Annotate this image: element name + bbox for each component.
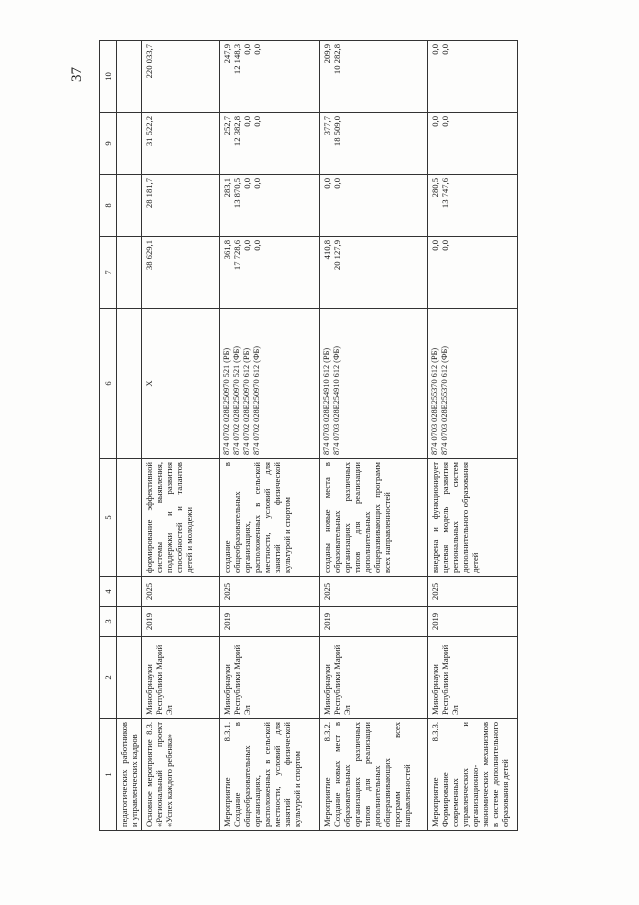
rotated-table-sheet	[65, 43, 575, 853]
column-header-2: 2	[99, 636, 116, 718]
cell-expected-result: создание в общеобразовательных организациях, расположенных в сельской местности, условий для занятий физической культурой и спортом	[219, 458, 319, 576]
column-header-7: 7	[99, 236, 116, 308]
cell-expected-result: внедрена и функционирует целевая модель развития региональных систем дополнительного образования детей	[427, 458, 517, 576]
cell-col7: 0,0 0,0	[427, 236, 517, 308]
cell-col7	[116, 236, 141, 308]
table-row	[427, 40, 517, 830]
cell-col10: 220 033,7	[141, 40, 219, 112]
cell-start-year	[116, 606, 141, 636]
cell-executor: Минобрнауки Республики Марий Эл	[427, 636, 517, 718]
column-header-4: 4	[99, 576, 116, 606]
cell-col10	[116, 40, 141, 112]
cell-end-year: 2025	[319, 576, 427, 606]
cell-col8: 283,1 13 870,5 0,0 0,0	[219, 174, 319, 236]
cell-end-year: 2025	[141, 576, 219, 606]
column-header-6: 6	[99, 308, 116, 458]
cell-activity-name: Мероприятие 8.3.3. Формирование современных управленческих и организационно-экономических механизмов в системе дополнительного образования детей	[427, 718, 517, 830]
cell-start-year: 2019	[141, 606, 219, 636]
cell-start-year: 2019	[319, 606, 427, 636]
column-header-8: 8	[99, 174, 116, 236]
cell-col10: 247,9 12 148,3 0,0 0,0	[219, 40, 319, 112]
cell-budget-code	[116, 308, 141, 458]
table-row	[116, 40, 141, 830]
page-number: 37	[68, 66, 85, 82]
cell-activity-name: Основное мероприятие 8.3. «Региональный проект «Успех каждого ребенка»	[141, 718, 219, 830]
cell-executor: Минобрнауки Республики Марий Эл	[141, 636, 219, 718]
cell-end-year	[116, 576, 141, 606]
cell-col9: 377,7 18 509,0	[319, 112, 427, 174]
table-row	[319, 40, 427, 830]
cell-col7: 410,8 20 127,9	[319, 236, 427, 308]
cell-end-year: 2025	[219, 576, 319, 606]
cell-budget-code: 874 0703 028Е255370 612 (РБ) 874 0703 028Е255370 612 (ФБ)	[427, 308, 517, 458]
cell-executor: Минобрнауки Республики Марий Эл	[219, 636, 319, 718]
cell-col8: 0,0 0,0	[319, 174, 427, 236]
cell-budget-code: X	[141, 308, 219, 458]
cell-col8: 28 181,7	[141, 174, 219, 236]
cell-activity-name: педагогических работников и управленческих кадров	[116, 718, 141, 830]
cell-col8: 280,5 13 747,6	[427, 174, 517, 236]
column-header-9: 9	[99, 112, 116, 174]
cell-col7: 38 629,1	[141, 236, 219, 308]
cell-expected-result	[116, 458, 141, 576]
column-header-10: 10	[99, 40, 116, 112]
cell-col8	[116, 174, 141, 236]
cell-budget-code: 874 0703 028Е254910 612 (РБ) 874 0703 028Е254910 612 (ФБ)	[319, 308, 427, 458]
cell-activity-name: Мероприятие 8.3.2. Создание новых мест в образовательных организациях различных типов для реализации дополнительных общеразвивающих программ всех направленностей	[319, 718, 427, 830]
cell-expected-result: созданы новые места в образовательных организациях различных типов для реализации дополнительных общеразвивающих программ всех направленностей	[319, 458, 427, 576]
cell-activity-name: Мероприятие 8.3.1. Создание в общеобразовательных организациях, расположенных в сельской местности, условий для занятий физической культурой и спортом	[219, 718, 319, 830]
column-header-1: 1	[99, 718, 116, 830]
cell-executor: Минобрнауки Республики Марий Эл	[319, 636, 427, 718]
cell-start-year: 2019	[219, 606, 319, 636]
cell-col7: 361,8 17 728,6 0,0 0,0	[219, 236, 319, 308]
cell-col9: 252,7 12 382,8 0,0 0,0	[219, 112, 319, 174]
cell-col10: 0,0 0,0	[427, 40, 517, 112]
cell-expected-result: формирование эффективной системы выявления, поддержки и развития способностей и талантов детей и молодежи	[141, 458, 219, 576]
cell-col10: 209,9 10 282,8	[319, 40, 427, 112]
table-row	[141, 40, 219, 830]
cell-col9: 0,0 0,0	[427, 112, 517, 174]
budget-table	[99, 40, 518, 831]
cell-budget-code: 874 0702 028Е250970 521 (РБ) 874 0702 028Е250970 521 (ФБ) 874 0702 028Е250970 612 (РБ) 874 0702 028Е250970 612 (ФБ)	[219, 308, 319, 458]
table-row	[219, 40, 319, 830]
cell-col9	[116, 112, 141, 174]
cell-start-year: 2019	[427, 606, 517, 636]
cell-end-year: 2025	[427, 576, 517, 606]
column-header-5: 5	[99, 458, 116, 576]
cell-executor	[116, 636, 141, 718]
cell-col9: 31 522,2	[141, 112, 219, 174]
column-header-3: 3	[99, 606, 116, 636]
column-number-header-row	[99, 40, 116, 830]
